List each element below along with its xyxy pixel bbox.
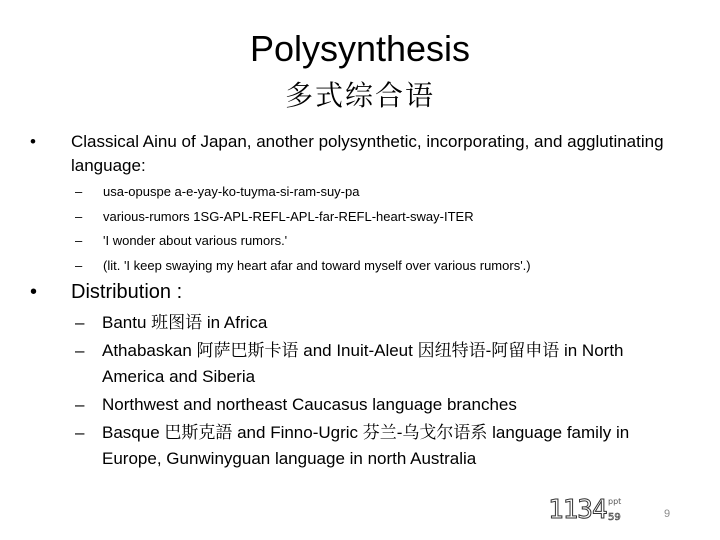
slide-title: Polysynthesis bbox=[249, 28, 471, 69]
example-text: usa-opuspe a-e-yay-ko-tuyma-si-ram-suy-pa bbox=[103, 184, 360, 199]
distribution-text: Northwest and northeast Caucasus language branches bbox=[102, 395, 517, 414]
watermark-digits: 1134 bbox=[548, 495, 607, 524]
bullet-ainu-text: Classical Ainu of Japan, another polysynthetic, incorporating, and agglutinating language: bbox=[71, 132, 664, 175]
bullet-distribution bbox=[30, 278, 670, 306]
bullet-icon: • bbox=[30, 132, 36, 151]
distribution-text: Bantu 班图语 in Africa bbox=[102, 313, 268, 332]
distribution-item bbox=[75, 338, 685, 390]
example-text: 'I wonder about various rumors.' bbox=[103, 233, 288, 248]
example-item bbox=[75, 180, 695, 205]
distribution-item bbox=[75, 310, 685, 336]
example-text: (lit. 'I keep swaying my heart afar and toward myself over various rumors'.) bbox=[103, 257, 531, 273]
dash-icon: – bbox=[75, 184, 83, 199]
bullet-distribution-text: Distribution : bbox=[71, 281, 183, 303]
bullet-icon: • bbox=[30, 281, 38, 303]
distribution-list bbox=[75, 310, 685, 474]
slide-subtitle: 多式综合语 bbox=[284, 80, 435, 111]
distribution-item bbox=[75, 392, 685, 418]
distribution-text: Athabaskan 阿萨巴斯卡语 and Inuit-Aleut 因纽特语-阿留申语 in North America and Siberia bbox=[102, 341, 624, 386]
watermark-logo bbox=[548, 494, 628, 524]
bullet-ainu bbox=[30, 130, 670, 178]
example-text: various-rumors 1SG-APL-REFL-APL-far-REFL-heart-sway-ITER bbox=[103, 208, 474, 224]
dash-icon: – bbox=[75, 208, 83, 224]
example-item bbox=[75, 254, 695, 279]
dash-icon: – bbox=[75, 257, 83, 273]
distribution-item bbox=[75, 420, 685, 472]
watermark-sup: ppt bbox=[608, 497, 622, 506]
page-number: 9 bbox=[664, 508, 671, 520]
watermark-sub: 59 bbox=[608, 512, 621, 523]
dash-icon: – bbox=[75, 313, 85, 332]
dash-icon: – bbox=[75, 341, 85, 360]
dash-icon: – bbox=[75, 233, 83, 248]
example-list bbox=[75, 180, 695, 278]
example-item bbox=[75, 229, 695, 254]
dash-icon: – bbox=[75, 423, 85, 442]
distribution-text: Basque 巴斯克語 and Finno-Ugric 芬兰-乌戈尔语系 language family in Europe, Gunwinyguan language in north Australia bbox=[102, 423, 630, 468]
dash-icon: – bbox=[75, 395, 85, 414]
example-item bbox=[75, 205, 695, 230]
